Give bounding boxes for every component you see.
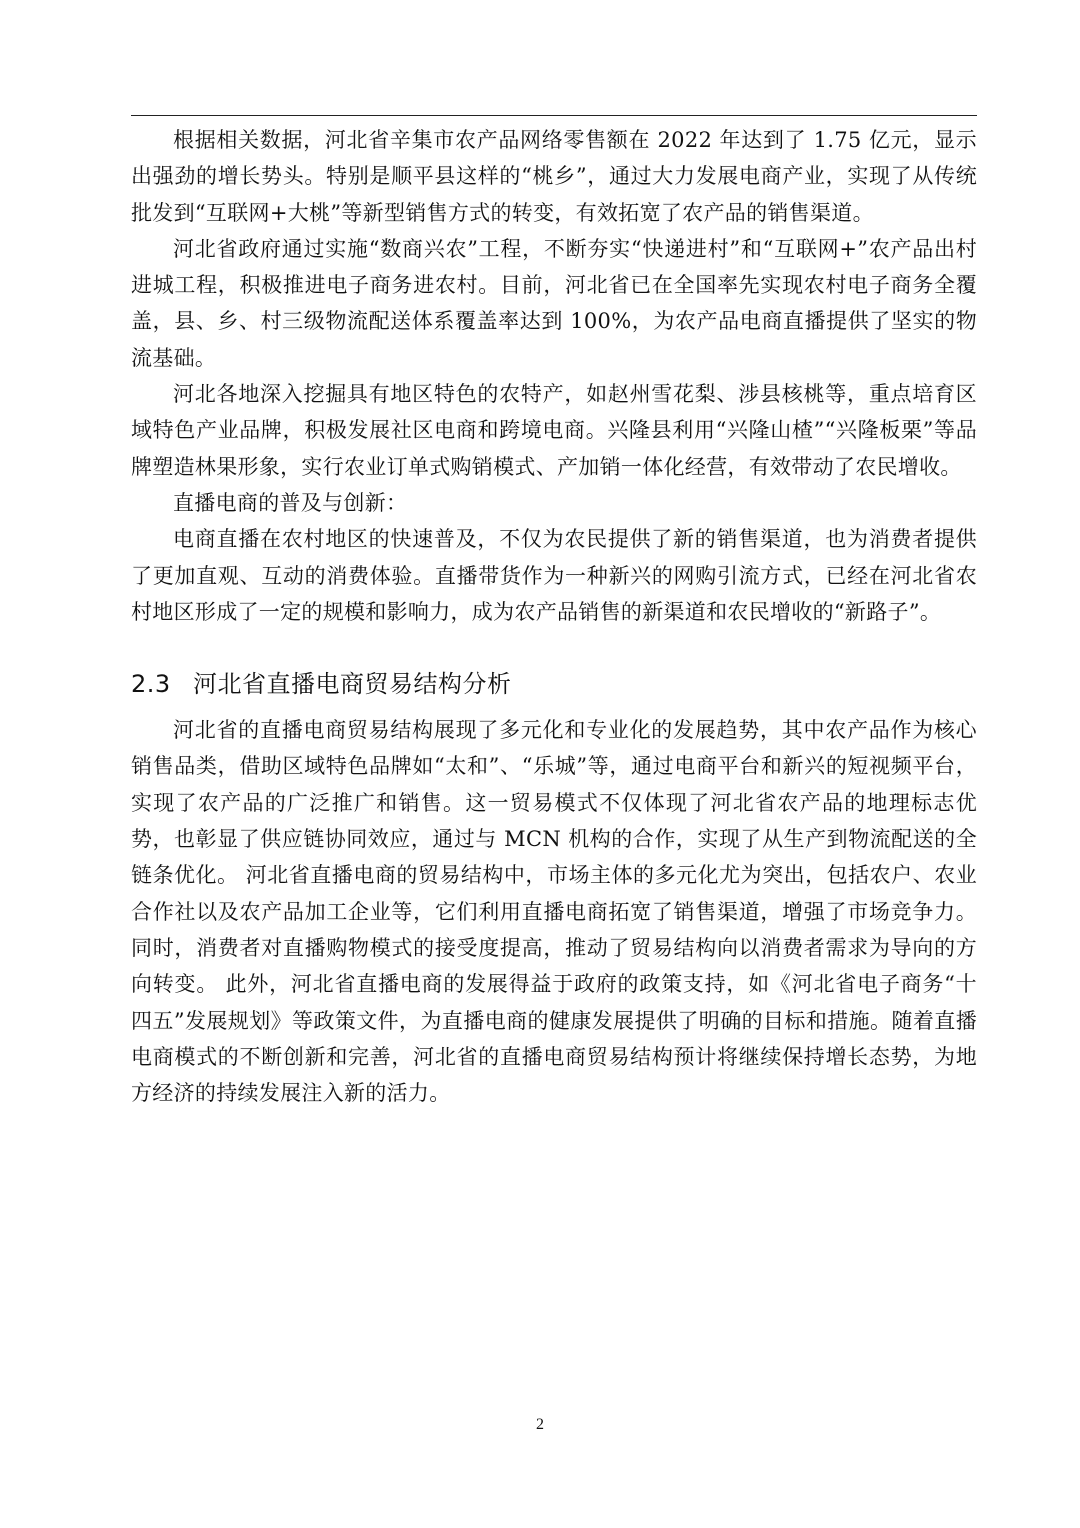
paragraph-trade-structure: 河北省的直播电商贸易结构展现了多元化和专业化的发展趋势，其中农产品作为核心销售品类，借助区域特色品牌如“太和”、“乐城”等，通过电商平台和新兴的短视频平台，实现了农产品的广泛推广和销售。这一贸易模式不仅体现了河北省农产品的地理标志优势，也彰显了供应链协同效应，通过与 MCN 机构的合作，实现了从生产到物流配送的全链条优化。 河北省直播电商的贸易结构中，市场主体的多元化尤为突出，包括农户、农业合作社以及农产品加工企业等，它们利用直播电商拓宽了销售渠道，增强了市场竞争力。同时，消费者对直播购物模式的接受度提高，推动了贸易结构向以消费者需求为导向的方向转变。 此外，河北省直播电商的发展得益于政府的政策支持，如《河北省电子商务“十四五”发展规划》等政策文件，为直播电商的健康发展提供了明确的目标和措施。随着直播电商模式的不断创新和完善，河北省的直播电商贸易结构预计将继续保持增长态势，为地方经济的持续发展注入新的活力。 — [131, 718, 977, 1106]
paragraph-livestream: 电商直播在农村地区的快速普及，不仅为农民提供了新的销售渠道，也为消费者提供了更加直观、互动的消费体验。直播带货作为一种新兴的网购引流方式，已经在河北省农村地区形成了一定的规模和影响力，成为农产品销售的新渠道和农民增收的“新路子”。 — [131, 527, 977, 624]
section-title: 河北省直播电商贸易结构分析 — [193, 670, 512, 699]
paragraph-local-brands: 河北各地深入挖掘具有地区特色的农特产，如赵州雪花梨、涉县核桃等，重点培育区域特色产业品牌，积极发展社区电商和跨境电商。兴隆县利用“兴隆山楂”“兴隆板栗”等品牌塑造林果形象，实行农业订单式购销模式、产加销一体化经营，有效带动了农民增收。 — [131, 382, 977, 479]
page-number: 2 — [536, 1416, 544, 1433]
section-heading — [131, 668, 977, 700]
paragraph-netsales: 根据相关数据，河北省辛集市农产品网络零售额在 2022 年达到了 1.75 亿元，显示出强劲的增长势头。特别是顺平县这样的“桃乡”，通过大力发展电商产业，实现了从传统批发到“互联网+大桃”等新型销售方式的转变，有效拓宽了农产品的销售渠道。 — [131, 128, 977, 225]
section-number: 2.3 — [131, 670, 171, 699]
paragraph-subheading: 直播电商的普及与创新： — [173, 490, 408, 515]
page-body — [131, 122, 977, 1111]
paragraph-government: 河北省政府通过实施“数商兴农”工程，不断夯实“快递进村”和“互联网+”农产品出村进城工程，积极推进电子商务进农村。目前，河北省已在全国率先实现农村电子商务全覆盖，县、乡、村三级物流配送体系覆盖率达到 100%，为农产品电商直播提供了坚实的物流基础。 — [131, 236, 977, 370]
header-rule — [131, 115, 977, 116]
